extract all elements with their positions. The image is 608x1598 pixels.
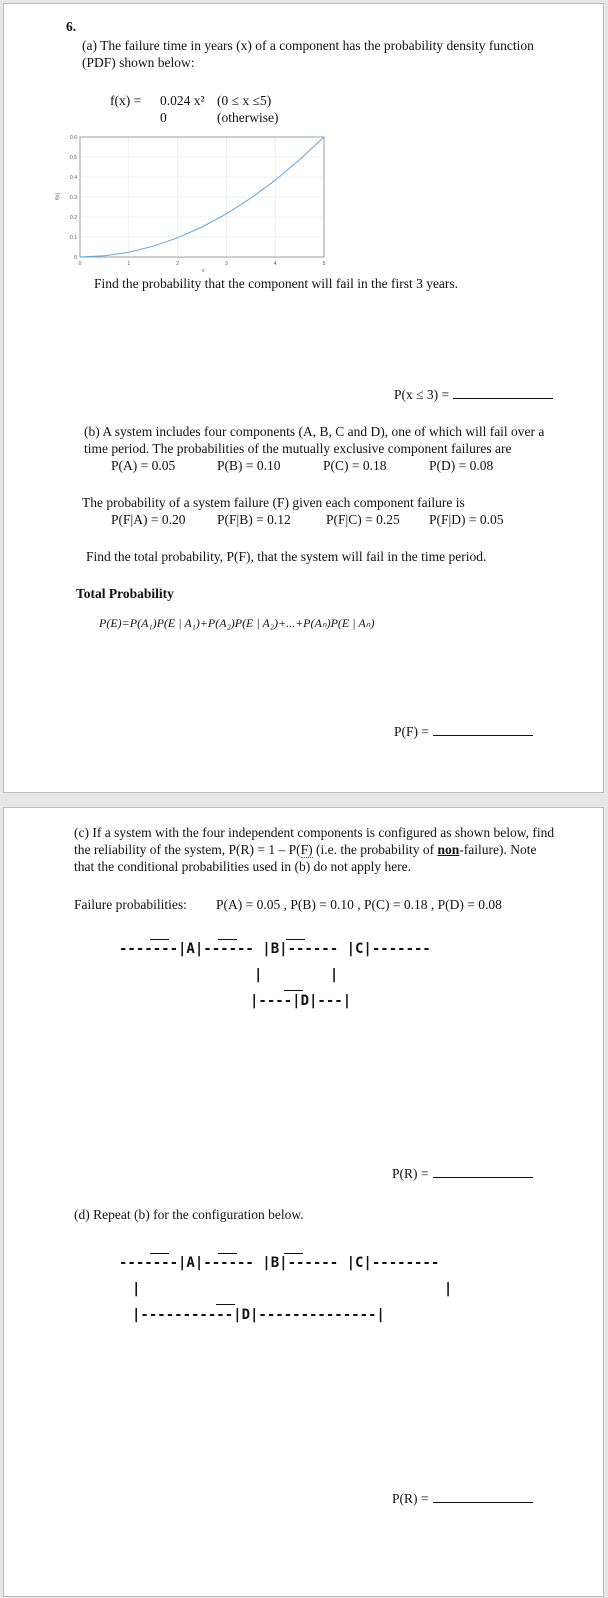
total-probability-formula: P(E)=P(A₁)P(E | A₁)+P(A₂)P(E | A₂)+...+P(Aₙ)P(E | Aₙ): [99, 616, 375, 630]
part-c-line1: (c) If a system with the four independent components is configured as shown below, find: [74, 825, 555, 840]
x-tick-label: 2: [176, 261, 179, 267]
y-tick-label: 0.6: [70, 135, 77, 141]
part-b-answer[interactable]: [394, 723, 533, 740]
part-c-answer[interactable]: [392, 1165, 533, 1182]
diagram-d-row3: |-----------|D|--------------|: [132, 1307, 385, 1323]
total-probability-heading: Total Probability: [76, 586, 174, 601]
cond-prob-d: P(F|D) = 0.05: [429, 512, 504, 527]
cond-prob-a: P(F|A) = 0.20: [111, 512, 186, 527]
part-c-line2: [74, 841, 536, 858]
diagram-c-row3: |----|D|---|: [250, 993, 352, 1009]
prob-a: P(A) = 0.05: [111, 458, 176, 473]
failure-probabilities-label: Failure probabilities:: [74, 897, 187, 912]
fx-expression: 0.024 x²: [160, 93, 205, 108]
part-c-line2-post: (i.e. the probability of: [312, 842, 438, 857]
x-tick-label: 3: [225, 261, 228, 267]
cond-intro: The probability of a system failure (F) given each component failure is: [82, 495, 465, 510]
part-c-non-word: non: [437, 842, 460, 857]
diagram-d-row2: | |: [132, 1281, 453, 1297]
part-b-question: Find the total probability, P(F), that the system will fail in the time period.: [86, 549, 487, 564]
x-tick-label: 1: [127, 261, 131, 267]
fx-zero: 0: [160, 110, 167, 125]
diagram-c-row2: | |: [254, 967, 339, 983]
diagram-d-row1: -------|A|------ |B|------ |C|--------: [119, 1255, 440, 1271]
pdf-chart: [52, 134, 334, 276]
failure-probabilities-values: P(A) = 0.05 , P(B) = 0.10 , P(C) = 0.18 , P(D) = 0.08: [216, 897, 502, 912]
chart-y-label: f(x): [55, 192, 61, 200]
part-d-answer[interactable]: [392, 1490, 533, 1507]
y-tick-label: 0.3: [70, 195, 77, 201]
chart-y-ticks: [70, 135, 77, 261]
y-tick-label: 0.2: [70, 215, 77, 221]
problem-number: 6.: [66, 19, 77, 34]
prob-b: P(B) = 0.10: [217, 458, 281, 473]
part-d-line1: (d) Repeat (b) for the configuration below.: [74, 1207, 304, 1222]
part-d-answer-blank[interactable]: [433, 1490, 533, 1503]
part-d-answer-label: P(R) =: [392, 1491, 429, 1506]
prob-c: P(C) = 0.18: [323, 458, 387, 473]
prob-d: P(D) = 0.08: [429, 458, 494, 473]
part-a-question: Find the probability that the component will fail in the first 3 years.: [94, 276, 459, 291]
diagram-c-row1: -------|A|------ |B|------ |C|-------: [119, 941, 431, 957]
part-b-line2: time period. The probabilities of the mutually exclusive component failures are: [84, 441, 512, 456]
y-tick-label: 0: [74, 255, 77, 261]
part-c-line2-pre: the reliability of the system, P(R) = 1 – P(: [74, 842, 301, 857]
x-tick-label: 5: [322, 261, 326, 267]
part-c-answer-blank[interactable]: [433, 1165, 533, 1178]
part-a-answer-blank[interactable]: [453, 386, 553, 399]
part-a-answer[interactable]: [394, 386, 553, 403]
part-b-answer-blank[interactable]: [433, 723, 533, 736]
worksheet-page-1: [3, 3, 604, 793]
x-tick-label: 0: [78, 261, 82, 267]
part-b-line1: (b) A system includes four components (A, B, C and D), one of which will fail over a: [84, 424, 545, 439]
part-a-intro-line1: (a) The failure time in years (x) of a component has the probability density function: [82, 38, 534, 53]
part-a-answer-label: P(x ≤ 3) =: [394, 387, 450, 402]
chart-x-ticks: [79, 261, 326, 267]
x-tick-label: 4: [273, 261, 277, 267]
chart-x-label: x: [202, 268, 205, 274]
y-tick-label: 0.1: [70, 235, 77, 241]
worksheet-page-2: [3, 807, 604, 1597]
part-c-answer-label: P(R) =: [392, 1166, 429, 1181]
part-b-answer-label: P(F) =: [394, 724, 429, 739]
part-c-line2-end: -failure). Note: [459, 842, 537, 857]
fx-domain: (0 ≤ x ≤5): [217, 93, 272, 108]
chart-grid: [80, 137, 324, 257]
y-tick-label: 0.4: [70, 175, 77, 181]
cond-prob-b: P(F|B) = 0.12: [217, 512, 291, 527]
fx-label: f(x) =: [110, 93, 142, 108]
part-c-line2-f: F): [300, 842, 313, 857]
part-c-line3: that the conditional probabilities used in (b) do not apply here.: [74, 859, 412, 874]
y-tick-label: 0.5: [70, 155, 77, 161]
part-a-intro-line2: (PDF) shown below:: [82, 55, 195, 70]
cond-prob-c: P(F|C) = 0.25: [326, 512, 400, 527]
fx-otherwise: (otherwise): [217, 110, 279, 125]
